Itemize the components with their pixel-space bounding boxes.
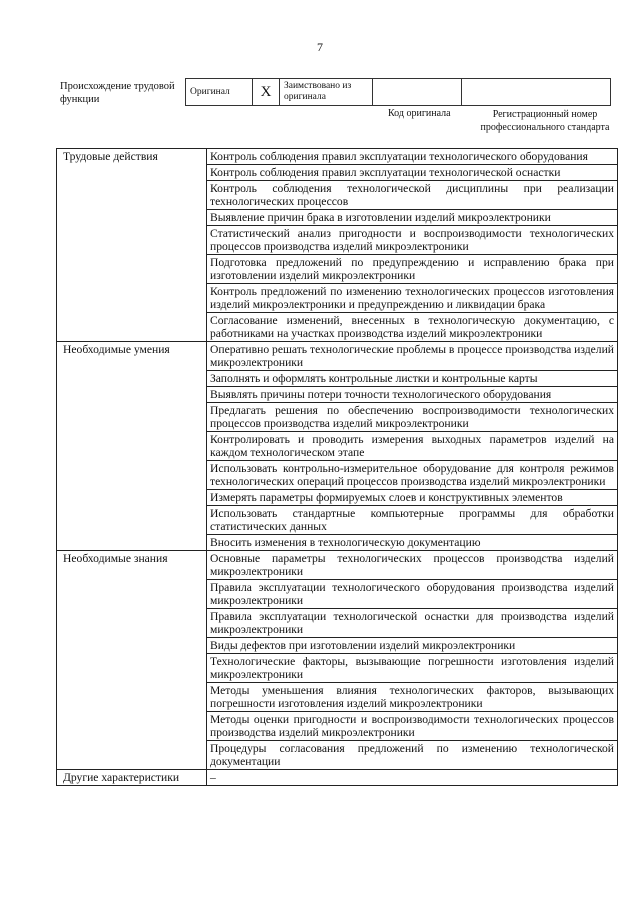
section-item: Выявлять причины потери точности технологического оборудования — [207, 387, 618, 403]
page-number: 7 — [317, 40, 323, 54]
section-item: Процедуры согласования предложений по изменению технологической документации — [207, 741, 618, 770]
section-item: Контроль соблюдения правил эксплуатации технологической оснастки — [207, 165, 618, 181]
section-item: Оперативно решать технологические проблемы в процессе производства изделий микроэлектроники — [207, 342, 618, 371]
borrowed-cell: Заимствовано из оригинала — [280, 79, 373, 106]
section-item: Подготовка предложений по предупреждению и исправлению брака при изготовлении изделий микроэлектроники — [207, 255, 618, 284]
section-item: Вносить изменения в технологическую документацию — [207, 535, 618, 551]
section-item: Виды дефектов при изготовлении изделий микроэлектроники — [207, 638, 618, 654]
section-item: Контролировать и проводить измерения выходных параметров изделий на каждом технологическом этапе — [207, 432, 618, 461]
origin-table — [185, 78, 611, 106]
function-table — [56, 148, 618, 786]
section-label: Необходимые умения — [57, 342, 207, 551]
section-label: Трудовые действия — [57, 149, 207, 342]
registration-number-cell — [462, 79, 611, 106]
section-item: Контроль соблюдения технологической дисциплины при реализации технологических процессов — [207, 181, 618, 210]
section-item: Контроль соблюдения правил эксплуатации технологического оборудования — [207, 149, 618, 165]
section-item: Использовать стандартные компьютерные программы для обработки статистических данных — [207, 506, 618, 535]
section-item: Правила эксплуатации технологической оснастки для производства изделий микроэлектроники — [207, 609, 618, 638]
section-item: Использовать контрольно-измерительное оборудование для контроля режимов технологических операций процессов производства изделий микроэлектроники — [207, 461, 618, 490]
section-item: Согласование изменений, внесенных в технологическую документацию, с работниками на участках производства изделий микроэлектроники — [207, 313, 618, 342]
section-item: Правила эксплуатации технологического оборудования производства изделий микроэлектроники — [207, 580, 618, 609]
section-item: Предлагать решения по обеспечению воспроизводимости технологических процессов производства изделий микроэлектроники — [207, 403, 618, 432]
section-item: Контроль предложений по изменению технологических процессов изготовления изделий микроэлектроники и предупреждению и ликвидации брака — [207, 284, 618, 313]
table-row — [57, 770, 618, 786]
section-item: Методы оценки пригодности и воспроизводимости технологических процессов производства изделий микроэлектроники — [207, 712, 618, 741]
original-cell: Оригинал — [186, 79, 253, 106]
section-item: Статистический анализ пригодности и воспроизводимости технологических процессов производства изделий микроэлектроники — [207, 226, 618, 255]
origin-label: Происхождение трудовой функции — [60, 81, 175, 105]
section-item: Выявление причин брака в изготовлении изделий микроэлектроники — [207, 210, 618, 226]
table-row — [57, 551, 618, 580]
original-code-label: Код оригинала — [388, 108, 451, 119]
section-item: Методы уменьшения влияния технологических факторов, вызывающих погрешности изготовления изделий микроэлектроники — [207, 683, 618, 712]
section-item: – — [207, 770, 618, 786]
section-item: Измерять параметры формируемых слоев и конструктивных элементов — [207, 490, 618, 506]
section-item: Технологические факторы, вызывающие погрешности изготовления изделий микроэлектроники — [207, 654, 618, 683]
original-code-cell — [373, 79, 462, 106]
section-item: Заполнять и оформлять контрольные листки и контрольные карты — [207, 371, 618, 387]
table-row — [57, 342, 618, 371]
section-label: Необходимые знания — [57, 551, 207, 770]
table-row — [57, 149, 618, 165]
registration-number-label: Регистрационный номер профессионального стандарта — [480, 109, 610, 133]
original-mark: X — [253, 79, 280, 106]
section-item: Основные параметры технологических процессов производства изделий микроэлектроники — [207, 551, 618, 580]
section-label: Другие характеристики — [57, 770, 207, 786]
